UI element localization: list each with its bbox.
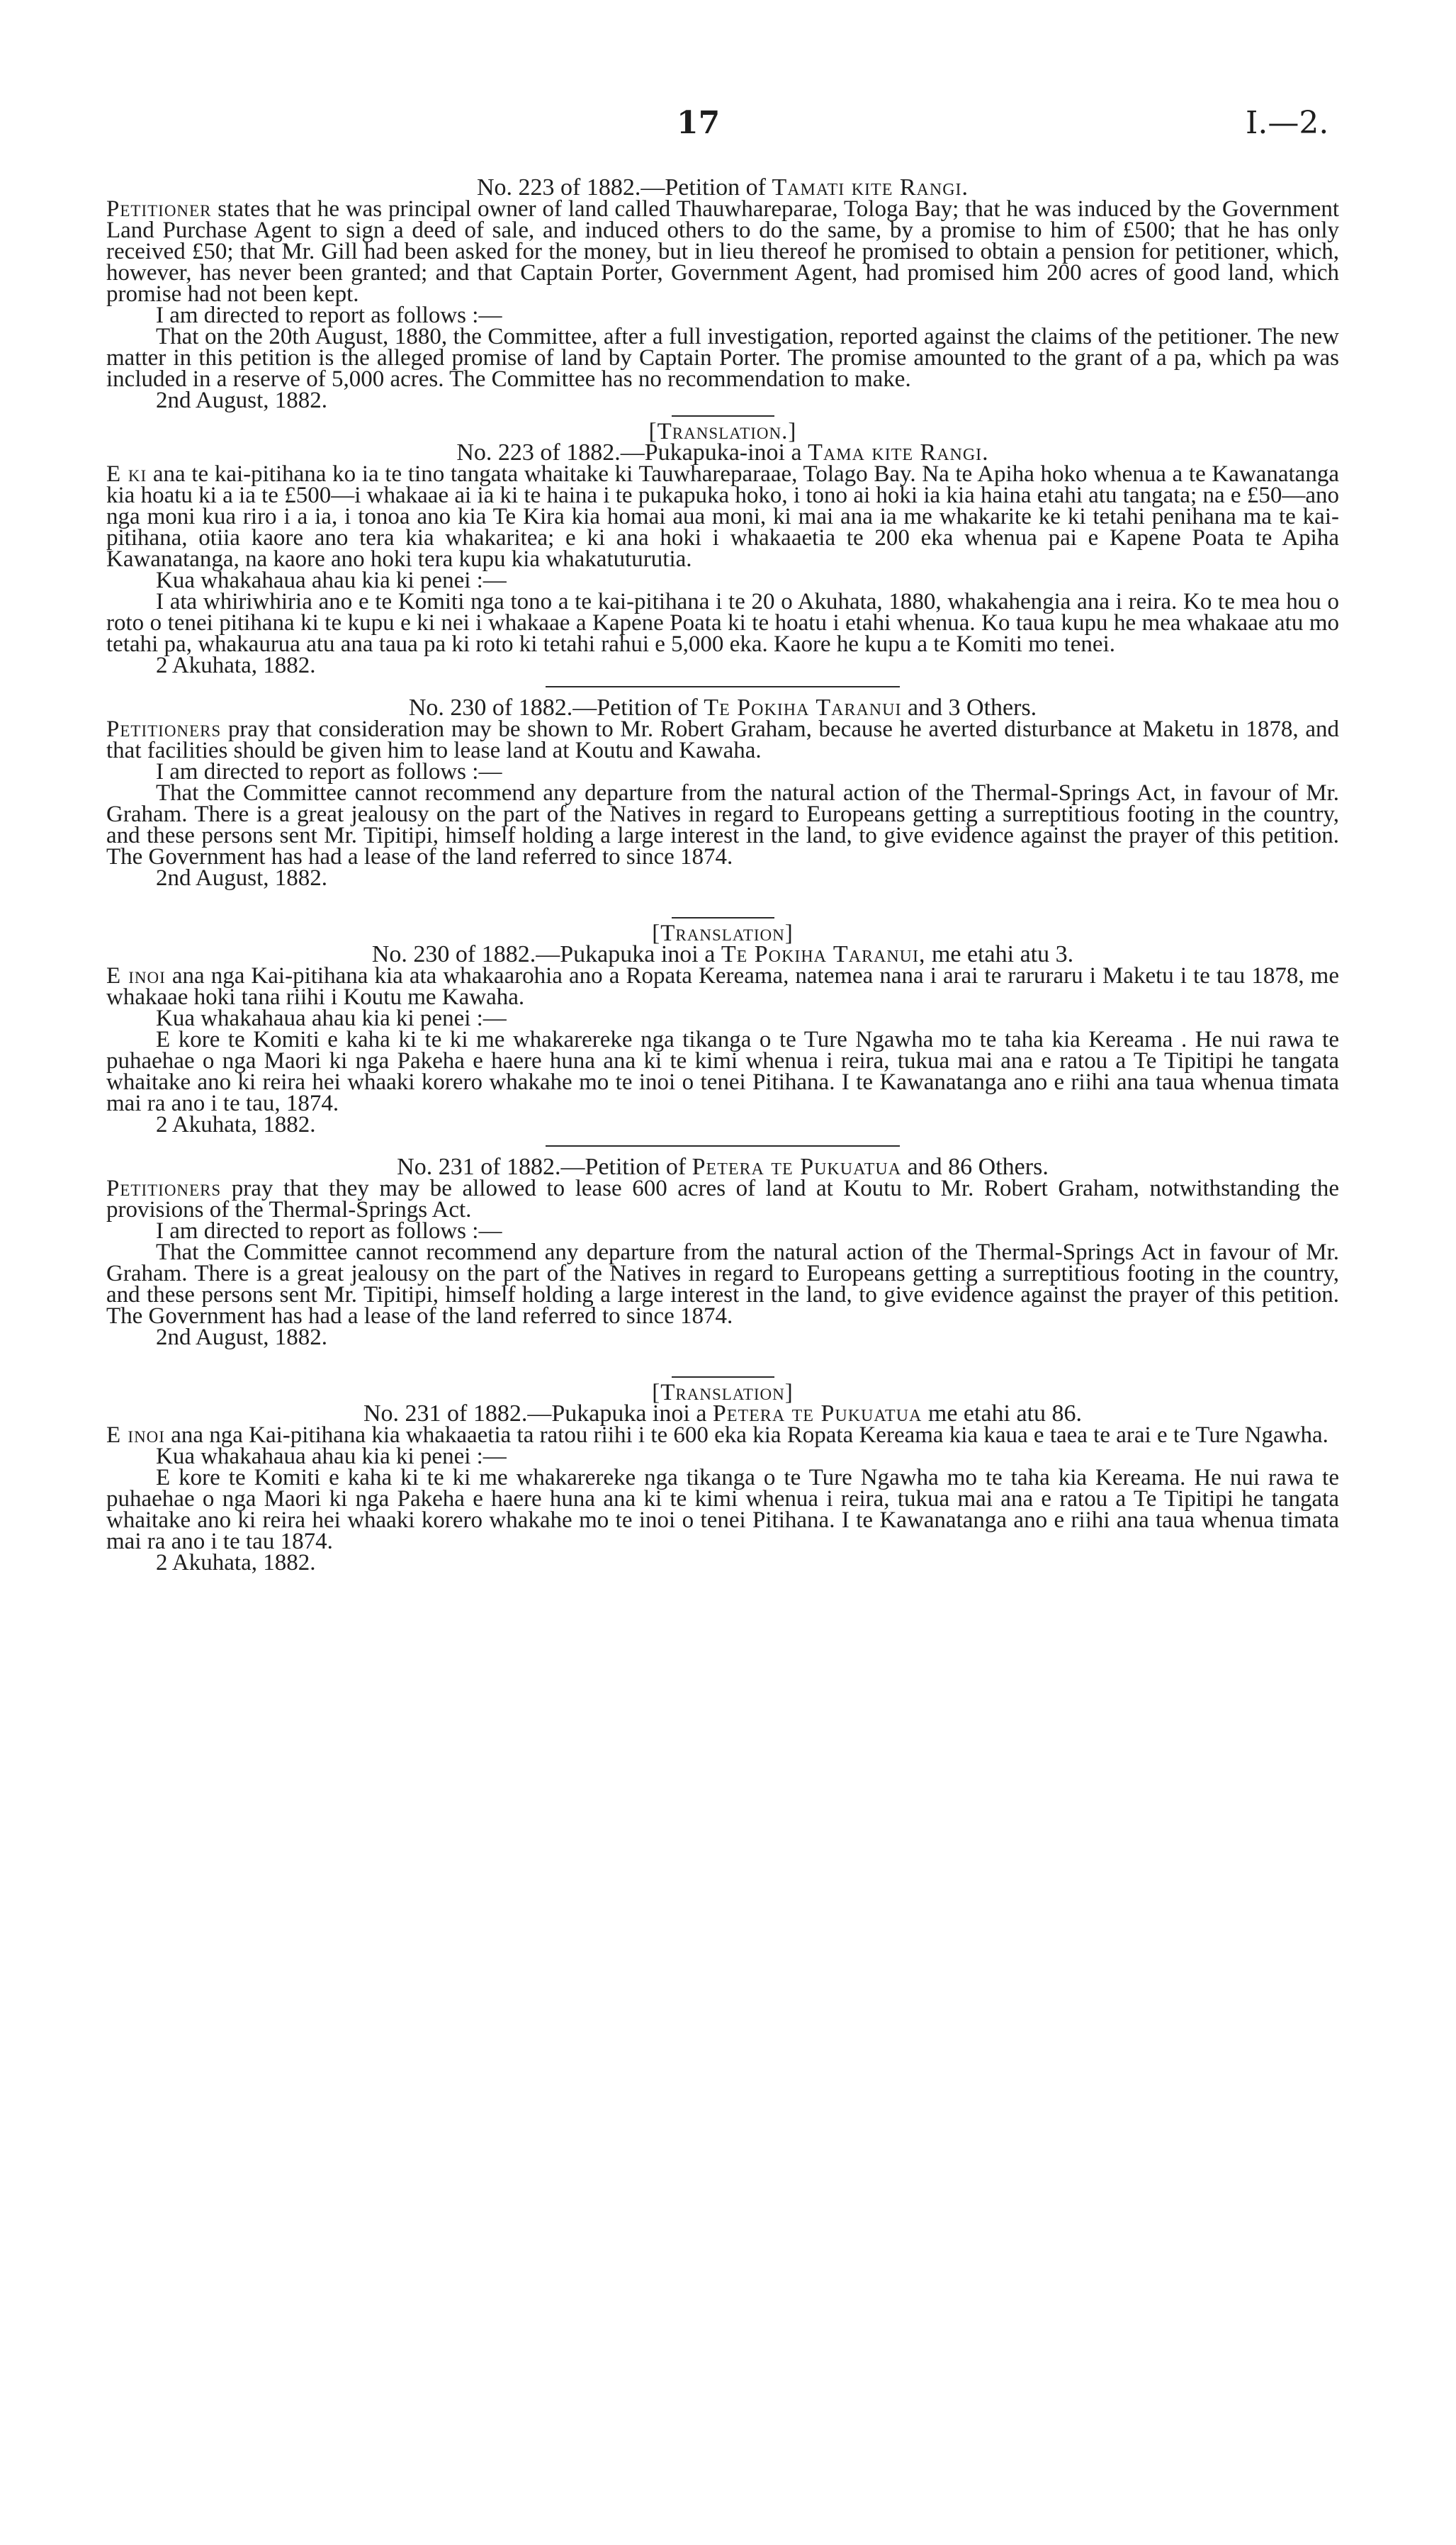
petitioner-name: Petera te Pukuatua xyxy=(712,1400,922,1427)
page-content xyxy=(106,174,1339,1575)
section-divider xyxy=(672,917,774,918)
directed-line: I am directed to report as follows :— xyxy=(156,759,502,785)
date-line: 2 Akuhata, 1882. xyxy=(156,653,316,678)
petition-title xyxy=(106,697,1339,719)
directed-line: I am directed to report as follows :— xyxy=(156,1218,502,1244)
report-text: That on the 20th August, 1880, the Committee, after a full investigation, reported against the claims of the petitioner. The new matter in this petition is the alleged promise of land by Captain Porter. The promise amounted to the grant of a pa, which pa was included in a reserve of 5,000 acres. The Committee has no recommendation to make. xyxy=(106,324,1339,392)
petition-title xyxy=(106,1400,1339,1427)
title-suffix: and 86 Others. xyxy=(901,1154,1049,1180)
petition-summary xyxy=(106,719,1339,761)
lead-word: Petitioners xyxy=(106,1176,222,1201)
section-divider xyxy=(546,1145,900,1147)
date-line: 2nd August, 1882. xyxy=(156,388,328,413)
translation-label: [Translation.] xyxy=(648,419,797,444)
petition-title xyxy=(106,174,1339,201)
lead-word: E ki xyxy=(106,461,147,487)
translation-label: [Translation] xyxy=(652,921,794,946)
petitioner-name: Tamati kite Rangi. xyxy=(772,174,969,201)
petition-title xyxy=(106,941,1339,967)
directed-line: Kua whakahaua ahau kia ki penei :— xyxy=(156,568,507,593)
petitioner-name: Te Pokiha Taranui, xyxy=(721,941,926,967)
date-line: 2 Akuhata, 1882. xyxy=(156,1112,316,1137)
translation-section xyxy=(106,1382,1339,1573)
lead-word: E inoi xyxy=(106,963,166,989)
summary-text: ana nga Kai-pitihana kia whakaaetia ta ratou riihi i te 600 eka kia Ropata Kereama kia kaua e taea te arai e te Ture Ngawha. xyxy=(164,1422,1328,1448)
summary-text: pray that they may be allowed to lease 600 acres of land at Koutu to Mr. Robert Graham, notwithstanding the provisions of the Thermal-Springs Act. xyxy=(106,1176,1339,1223)
petition-section xyxy=(106,174,1339,417)
title-prefix: No. 230 of 1882.—Petition of xyxy=(408,695,704,721)
petition-title xyxy=(106,1154,1339,1180)
translation-label: [Translation] xyxy=(652,1380,794,1405)
report-text: That the Committee cannot recommend any departure from the natural action of the Thermal-Springs Act in favour of Mr. Graham. There is a great jealousy on the part of the Natives in regard to Europeans getting a surreptitious footing in the country, and these persons sent Mr. Tipitipi, himself holding a large interest in the land, to give evidence against the prayer of this petition. The Government has had a lease of the land referred to since 1874. xyxy=(106,1240,1339,1329)
petition-section xyxy=(106,1154,1339,1378)
summary-text: states that he was principal owner of land called Thauwhareparae, Tologa Bay; that he was induced by the Government Land Purchase Agent to sign a deed of sale, and induced others to do the same, by a promise to him of £500; that he has only received £50; that Mr. Gill had been asked for the money, but in lieu thereof he promised to obtain a pension for petitioner, which, however, has never been granted; and that Captain Porter, Government Agent, had promised him 200 acres of good land, which promise had not been kept. xyxy=(106,196,1339,307)
petitioner-name: Te Pokiha Taranui xyxy=(704,695,902,721)
title-prefix: No. 231 of 1882.—Pukapuka inoi a xyxy=(363,1400,713,1427)
petitioner-name: Tama kite Rangi. xyxy=(808,439,989,466)
title-suffix: and 3 Others. xyxy=(901,695,1037,721)
petition-summary xyxy=(106,965,1339,1008)
petition-section xyxy=(106,697,1339,918)
page-number: 17 xyxy=(677,105,721,141)
page-header xyxy=(0,105,1456,147)
directed-line: Kua whakahaua ahau kia ki penei :— xyxy=(156,1006,507,1031)
title-prefix: No. 223 of 1882.—Petition of xyxy=(476,174,772,201)
summary-text: ana nga Kai-pitihana kia ata whakaarohia ano a Ropata Kereama, natemea nana i arai te raruraru i Maketu i te tau 1878, me whakaae hoki tana riihi i Koutu me Kawaha. xyxy=(106,963,1339,1010)
petition-summary xyxy=(106,1176,1339,1223)
translation-section xyxy=(106,923,1339,1147)
document-reference: I.—2. xyxy=(1246,105,1329,141)
lead-word: Petitioners xyxy=(106,717,222,742)
petitioner-name: Petera te Pukuatua xyxy=(692,1154,902,1180)
directed-line: Kua whakahaua ahau kia ki penei :— xyxy=(156,1444,507,1469)
title-prefix: No. 231 of 1882.—Petition of xyxy=(397,1154,692,1180)
petition-summary xyxy=(106,1422,1339,1448)
title-prefix: No. 230 of 1882.—Pukapuka inoi a xyxy=(371,941,721,967)
report-text: That the Committee cannot recommend any departure from the natural action of the Thermal-Springs Act, in favour of Mr. Graham. There is a great jealousy on the part of the Natives in regard to Europeans getting a surreptitious footing in the country, and these persons sent Mr. Tipitipi, himself holding a large interest in the land, to give evidence against the prayer of this petition. The Government has had a lease of the land referred to since 1874. xyxy=(106,780,1339,870)
report-text: E kore te Komiti e kaha ki te ki me whakarereke nga tikanga o te Ture Ngawha mo te taha kia Kereama . He nui rawa te puhaehae o nga Maori ki nga Pakeha e haere huna ana ki te kimi whenua i reira, tukua mai ana e ratou a Te Tipitipi he tangata whaitake ano ki reira hei whaaki korero whakahe mo te inoi o tenei Pitihana. I te Kawanatanga ano e riihi ana taua whenua timata mai ra ano i te tau, 1874. xyxy=(106,1027,1339,1116)
date-line: 2nd August, 1882. xyxy=(156,1325,328,1350)
petition-summary xyxy=(106,461,1339,572)
report-text: I ata whiriwhiria ano e te Komiti nga tono a te kai-pitihana i te 20 o Akuhata, 1880, whakahengia ana i reira. Ko te mea hou o roto o tenei pitihana ki te kupu e ki nei i whakaae a Kapene Poata ki te hoatu i etahi whenua. Ko taua kupu he mea whakaae atu mo tetahi pa, whakaurua atu ana taua pa ki roto ki tetahi rahui e 5,000 eka. Kaore he kupu a te Komiti mo tenei. xyxy=(106,589,1339,657)
summary-text: ana te kai-pitihana ko ia te tino tangata whaitake ki Tauwhareparaae, Tolago Bay. Na te Apiha hoko whenua a te Kawanatanga kia hoatu ki a ia te £500—i whakaae ai ia ki te haina i te pukapuka hoko, i tono ai hoki ia kia haina etahi atu tangata; na e £50—ano nga moni kua riro i a ia, i tonoa ano kia Te Kira kia homai aua moni, ki mai ana ia me whakarite ke ki tetahi penihana ma te kai-pitihana, otiia kaore ano tera kia whakaritea; e ki ana hoki i whakaaetia te 200 eka whenua pai e Kapene Poata te Apiha Kawanatanga, na kaore ano hoki tera kupu kia whakatuturutia. xyxy=(106,461,1339,572)
report-text: E kore te Komiti e kaha ki te ki me whakarereke nga tikanga o te Ture Ngawha mo te taha kia Kereama. He nui rawa te puhaehae o nga Maori ki nga Pakeha e haere huna ana ki te kimi whenua i reira, tukua mai ana e ratou a Te Tipitipi he tangata whaitake ano ki reira hei whaaki korero whakahe mo te inoi o tenei Pitihana. I te Kawanatanga ano e riihi ana taua whenua timata mai ra ano i te tau 1874. xyxy=(106,1465,1339,1554)
petition-summary xyxy=(106,198,1339,305)
title-suffix: me etahi atu 86. xyxy=(922,1400,1083,1427)
date-line: 2 Akuhata, 1882. xyxy=(156,1550,316,1575)
summary-text: pray that consideration may be shown to Mr. Robert Graham, because he averted disturbance at Maketu in 1878, and that facilities should be given him to lease land at Koutu and Kawaha. xyxy=(106,717,1339,763)
petition-title xyxy=(106,439,1339,466)
title-prefix: No. 223 of 1882.—Pukapuka-inoi a xyxy=(456,439,808,466)
directed-line: I am directed to report as follows :— xyxy=(156,303,502,328)
date-line: 2nd August, 1882. xyxy=(156,865,328,891)
section-divider xyxy=(672,1376,774,1378)
lead-word: E inoi xyxy=(106,1422,165,1448)
lead-word: Petitioner xyxy=(106,196,212,222)
section-divider xyxy=(672,415,774,417)
translation-section xyxy=(106,421,1339,687)
section-divider xyxy=(546,686,900,687)
title-suffix: me etahi atu 3. xyxy=(925,941,1074,967)
